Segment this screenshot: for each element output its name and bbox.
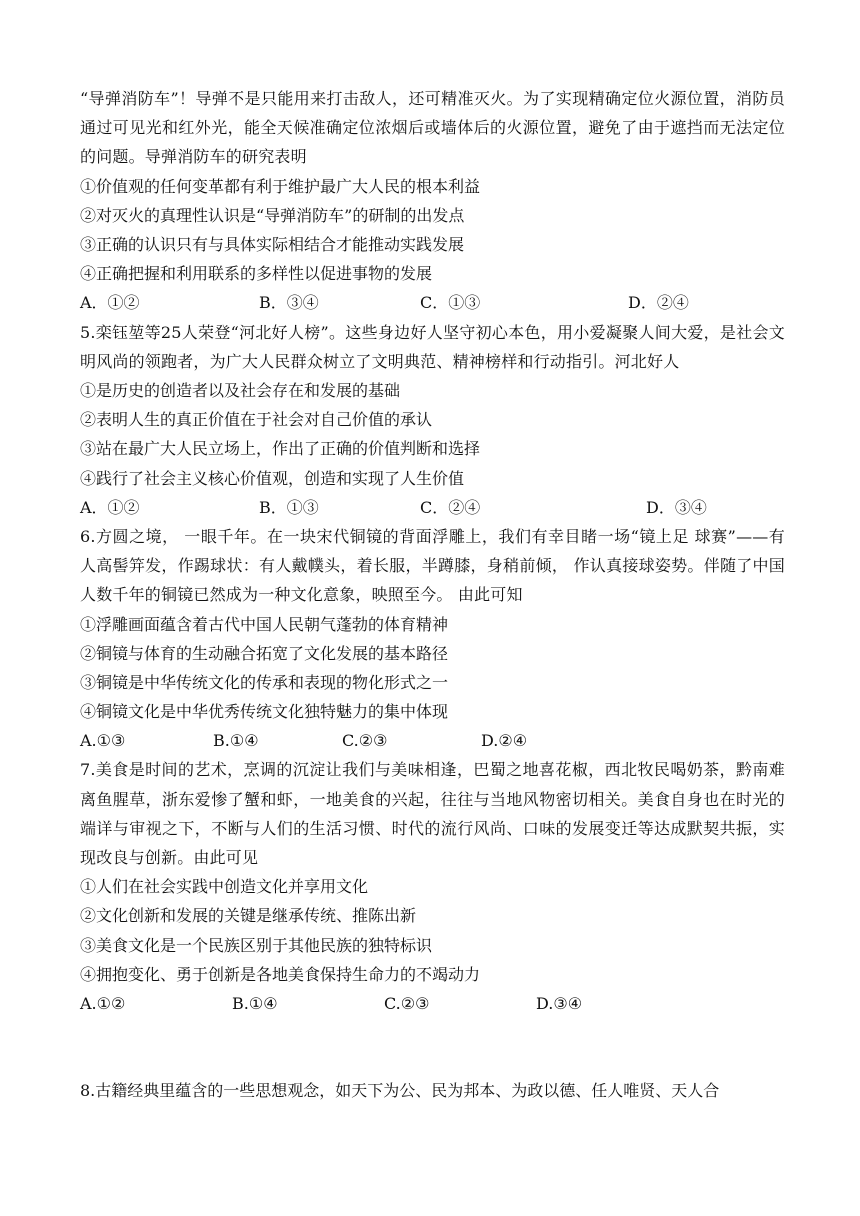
option-d[interactable]: D．②④ — [628, 293, 689, 313]
option-d[interactable]: D.②④ — [481, 731, 528, 751]
statement-4: ④铜镜文化是中华优秀传统文化独特魅力的集中体现 — [80, 702, 449, 722]
statement-4: ④践行了社会主义核心价值观，创造和实现了人生价值 — [80, 468, 465, 488]
question-stem: 6.方圆之境， 一眼千年。在一块宋代铜镜的背面浮雕上，我们有幸目睹一场“镜上足 球赛”——有人高髻笄发，作踢球状：有人戴幞头，着长服，半蹲膝，身稍前倾， 作认真接球姿势。伴随了中国人数千年的铜镜已然成为一种文化意象，映照至今。 由此可知 — [80, 526, 785, 605]
option-d[interactable]: D．③④ — [646, 497, 707, 517]
question-stem: 7.美食是时间的艺术，烹调的沉淀让我们与美味相逢，巴蜀之地喜花椒，西北牧民喝奶茶，黔南难离鱼腥草，浙东爱惨了蟹和虾，一地美食的兴起，往往与当地风物密切相关。美食自身也在时光的端详与审视之下，不断与人们的生活习惯、时代的流行风尚、口味的发展变迁等达成默契共振，实现改良与创新。由此可见 — [80, 760, 785, 868]
question-stem: 8.古籍经典里蕴含的一些思想观念，如天下为公、民为邦本、为政以德、任人唯贤、天人合 — [80, 1081, 720, 1101]
option-c[interactable]: C.②③ — [342, 731, 388, 751]
option-d[interactable]: D.③④ — [536, 994, 583, 1013]
option-c[interactable]: C．②④ — [420, 497, 481, 517]
answer-options — [80, 493, 785, 522]
statement-2: ②表明人生的真正价值在于社会对自己价值的承认 — [80, 410, 433, 430]
statement-3: ③站在最广大人民立场上，作出了正确的价值判断和选择 — [80, 439, 481, 459]
question-stem: 5.栾钰堃等25人荣登“河北好人榜”。这些身边好人坚守初心本色，用小爱凝聚人间大爱，是社会文明风尚的领跑者，为广大人民群众树立了文明典范、精神榜样和行动指引。河北好人 — [80, 322, 785, 371]
statement-3: ③美食文化是一个民族区别于其他民族的独特标识 — [80, 935, 433, 955]
option-c[interactable]: C.②③ — [384, 994, 430, 1013]
option-a[interactable]: A．①② — [80, 293, 140, 313]
question-5 — [80, 318, 785, 522]
option-a[interactable]: A．①② — [80, 497, 140, 517]
question-8 — [80, 1076, 785, 1105]
statement-2: ②对灭火的真理性认识是“导弹消防车”的研制的出发点 — [80, 205, 465, 225]
exam-page — [80, 84, 785, 1105]
answer-options — [80, 989, 785, 1018]
question-6 — [80, 522, 785, 756]
option-b[interactable]: B.①④ — [213, 731, 259, 751]
answer-options — [80, 726, 785, 755]
question-stem: “导弹消防车”！导弹不是只能用来打击敌人，还可精准灭火。为了实现精确定位火源位置，消防员通过可见光和红外光，能全天候准确定位浓烟后或墙体后的火源位置，避免了由于遮挡而无法定位的问题。导弹消防车的研究表明 — [80, 89, 785, 167]
statement-2: ②铜镜与体育的生动融合拓宽了文化发展的基本路径 — [80, 643, 449, 663]
question-7 — [80, 755, 785, 1018]
option-b[interactable]: B.①④ — [232, 994, 278, 1013]
answer-options — [80, 288, 785, 317]
option-a[interactable]: A.①② — [80, 994, 126, 1013]
option-b[interactable]: B．①③ — [259, 497, 319, 517]
statement-1: ①是历史的创造者以及社会存在和发展的基础 — [80, 380, 401, 400]
statement-1: ①价值观的任何变革都有利于维护最广大人民的根本利益 — [80, 176, 481, 196]
statement-3: ③正确的认识只有与具体实际相结合才能推动实践发展 — [80, 234, 465, 254]
statement-4: ④正确把握和利用联系的多样性以促进事物的发展 — [80, 264, 433, 284]
statement-1: ①浮雕画面蕴含着古代中国人民朝气蓬勃的体育精神 — [80, 614, 449, 634]
question-4 — [80, 84, 785, 318]
blank-gap — [80, 1018, 785, 1076]
option-b[interactable]: B．③④ — [259, 293, 319, 313]
statement-1: ①人们在社会实践中创造文化并享用文化 — [80, 877, 369, 897]
statement-2: ②文化创新和发展的关键是继承传统、推陈出新 — [80, 906, 417, 926]
option-c[interactable]: C．①③ — [420, 293, 481, 313]
statement-4: ④拥抱变化、勇于创新是各地美食保持生命力的不竭动力 — [80, 964, 481, 984]
statement-3: ③铜镜是中华传统文化的传承和表现的物化形式之一 — [80, 672, 449, 692]
option-a[interactable]: A.①③ — [80, 731, 126, 751]
